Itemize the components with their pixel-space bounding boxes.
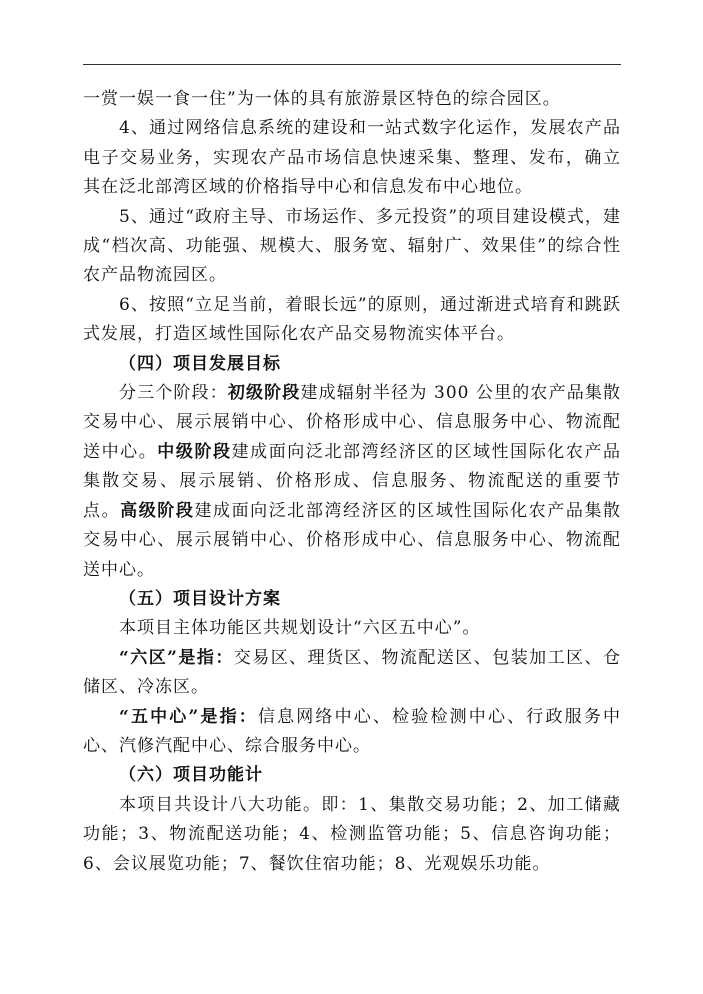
document-body [83, 85, 621, 879]
goals-intro: 分三个阶段： [119, 383, 228, 404]
paragraph-five-centers [83, 703, 621, 762]
six-zones-text: 交易区、理货区、物流配送区、包装加工区、仓储区、冷冻区。 [83, 647, 621, 698]
six-zones-label: “六区”是指： [119, 647, 234, 668]
stage-1-text: 建成辐射半径为 300 公里的农产品集散交易中心、展示展销中心、价格形成中心、信息服务中心、物流配送中心。 [83, 383, 622, 462]
section-heading-development-goals: （四）项目发展目标 [119, 353, 281, 374]
paragraph-goals [83, 379, 621, 585]
paragraph-continuation: 一赏一娱一食一住”为一体的具有旅游景区特色的综合园区。 [83, 89, 561, 109]
stage-2-text: 建成面向泛北部湾经济区的区域性国际化农产品集散交易、展示展销、价格形成、信息服务、物流配送的重要节点。 [83, 441, 622, 521]
five-centers-text: 信息网络中心、检验检测中心、行政服务中心、汽修汽配中心、综合服务中心。 [83, 706, 621, 756]
header-rule [83, 64, 621, 65]
stage-3-text: 建成面向泛北部湾经济区的区域性国际化农产品集散交易中心、展示展销中心、价格形成中心、信息服务中心、物流配送中心。 [83, 500, 622, 580]
section-heading-design-plan: （五）项目设计方案 [119, 588, 281, 609]
stage-2-label: 中级阶段 [157, 441, 232, 462]
paragraph-item-4: 4、通过网络信息系统的建设和一站式数字化运作，发展农产品电子交易业务，实现农产品市场信息快速采集、整理、发布，确立其在泛北部湾区域的价格指导中心和信息发布中心地位。 [83, 118, 621, 198]
stage-3-label: 高级阶段 [120, 500, 195, 521]
paragraph-item-5: 5、通过“政府主导、市场运作、多元投资”的项目建设模式，建成“档次高、功能强、规模大、服务宽、辐射广、效果佳”的综合性农产品物流园区。 [83, 206, 621, 286]
paragraph-six-zones [83, 644, 621, 703]
paragraph-item-6: 6、按照“立足当前，着眼长远”的原则，通过渐进式培育和跳跃式发展，打造区域性国际化农产品交易物流实体平台。 [83, 294, 621, 345]
paragraph-functions: 本项目共设计八大功能。即：1、集散交易功能；2、加工储藏功能；3、物流配送功能；4、检测监管功能；5、信息咨询功能；6、会议展览功能；7、餐饮住宿功能；8、光观娱乐功能。 [83, 794, 621, 874]
five-centers-label: “五中心”是指： [119, 706, 258, 727]
stage-1-label: 初级阶段 [227, 383, 301, 404]
section-heading-functions: （六）项目功能计 [119, 765, 263, 786]
paragraph-design-intro: 本项目主体功能区共规划设计“六区五中心”。 [119, 618, 481, 639]
